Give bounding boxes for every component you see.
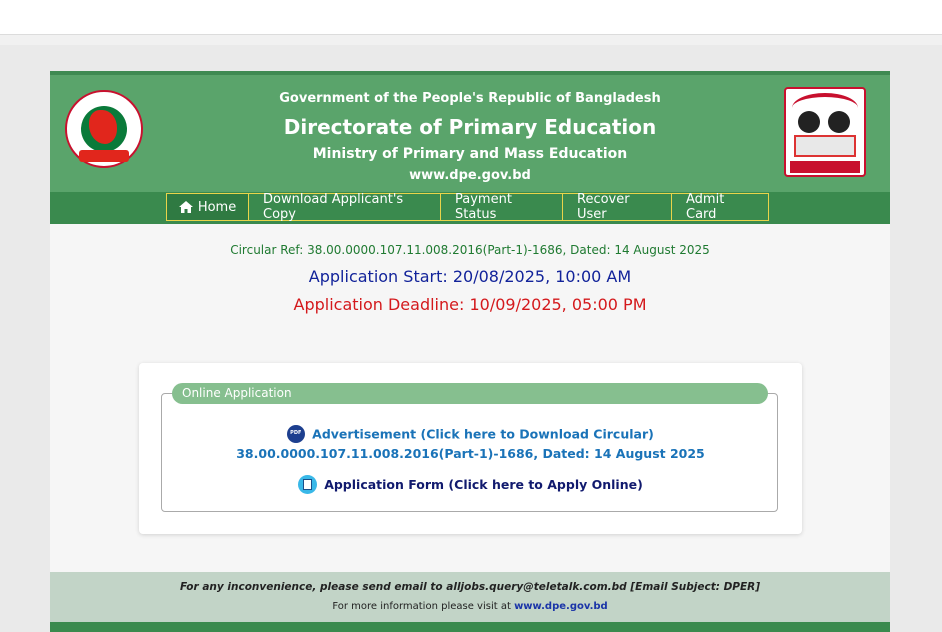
home-icon (179, 201, 193, 213)
top-gap (0, 35, 942, 45)
nav-home-label: Home (197, 199, 237, 215)
footer-website-link[interactable]: www.dpe.gov.bd (514, 601, 608, 612)
advertisement-circular-ref[interactable]: 38.00.0000.107.11.008.2016(Part-1)-1686, Dated: 14 August 2025 (236, 446, 705, 461)
advertisement-link[interactable] (139, 426, 802, 444)
site-header (50, 71, 890, 192)
footer-info-prefix: For more information please visit at (332, 601, 515, 612)
pdf-icon: PDF (287, 425, 305, 443)
government-title: Government of the People's Republic of Bangladesh (279, 91, 661, 106)
nav-admit-card[interactable]: Admit Card (671, 193, 769, 221)
nav-payment-status[interactable]: Payment Status (440, 193, 563, 221)
nav-download-applicant-copy[interactable]: Download Applicant's Copy (248, 193, 441, 221)
application-deadline: Application Deadline: 10/09/2025, 05:00 PM (293, 295, 647, 314)
application-form-link[interactable] (139, 476, 802, 495)
website-text: www.dpe.gov.bd (409, 168, 531, 183)
main-nav (50, 192, 890, 224)
footer-contact-text: For any inconvenience, please send email to alljobs.query@teletalk.com.bd [Email Subject: DPER] (179, 581, 761, 593)
footer-info-text (50, 601, 890, 612)
primary-education-logo-icon (784, 87, 866, 177)
advertisement-link-text[interactable]: Advertisement (Click here to Download Circular) (312, 426, 654, 442)
application-form-link-text[interactable]: Application Form (Click here to Apply Online) (324, 477, 643, 492)
page-container (50, 71, 890, 632)
ministry-title: Ministry of Primary and Mass Education (312, 146, 628, 162)
circular-ref: Circular Ref: 38.00.0000.107.11.008.2016(Part-1)-1686, Dated: 14 August 2025 (230, 243, 710, 257)
online-application-legend: Online Application (172, 383, 768, 404)
form-icon (298, 475, 317, 494)
browser-top-bar (0, 0, 942, 35)
online-application-card (139, 363, 802, 534)
nav-recover-user[interactable]: Recover User (562, 193, 672, 221)
footer-bar (50, 622, 890, 632)
nav-home[interactable] (166, 193, 249, 221)
site-footer (50, 572, 890, 622)
application-start: Application Start: 20/08/2025, 10:00 AM (308, 267, 632, 286)
directorate-title: Directorate of Primary Education (283, 115, 657, 139)
